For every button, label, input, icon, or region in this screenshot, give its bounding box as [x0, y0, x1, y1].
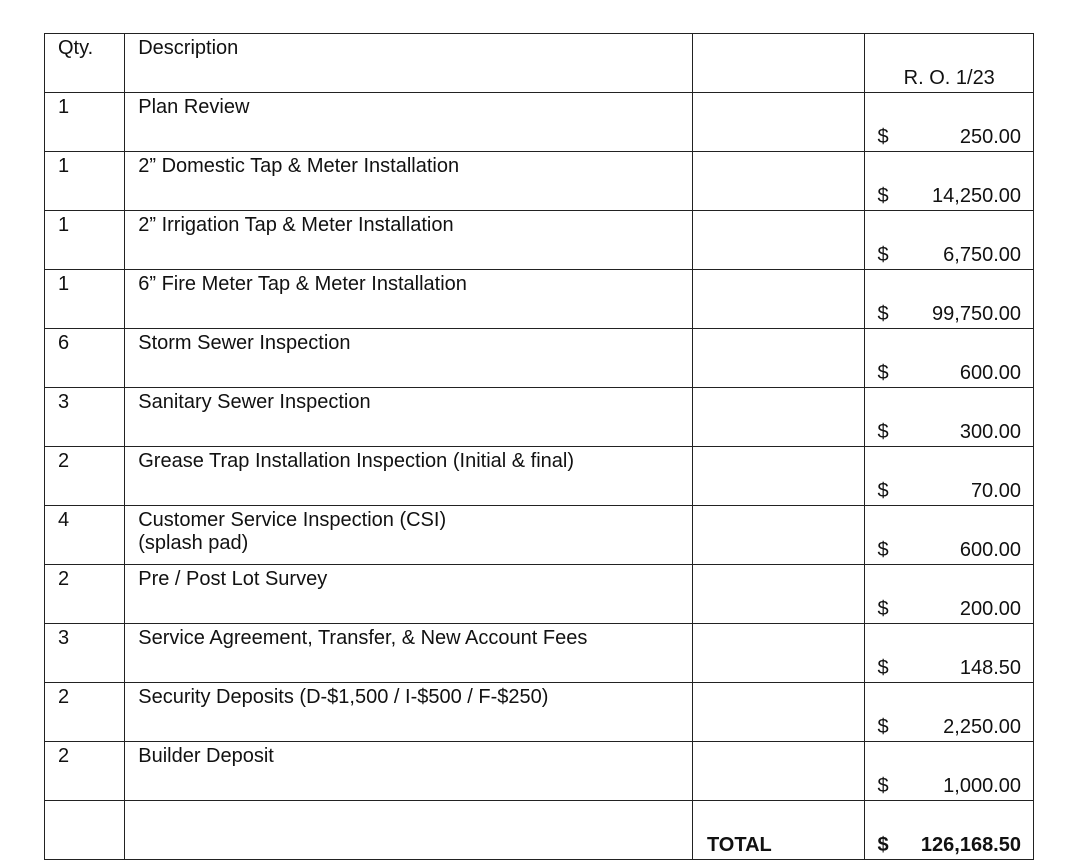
amount-cell	[865, 329, 1034, 388]
qty-header: Qty.	[45, 34, 125, 93]
amount-value: 70.00	[970, 480, 1021, 502]
dollar-sign: $	[877, 657, 889, 679]
fee-row	[45, 683, 1034, 742]
total-amount-value: 126,168.50	[920, 834, 1021, 856]
qty-cell: 3	[45, 388, 125, 447]
fee-row	[45, 742, 1034, 801]
amount-cell	[865, 388, 1034, 447]
amount-cell	[865, 683, 1034, 742]
description-line: Builder Deposit	[138, 745, 274, 767]
description-cell	[125, 152, 693, 211]
blank-cell	[692, 93, 865, 152]
description-line: (splash pad)	[138, 532, 249, 554]
amount-value: 300.00	[959, 421, 1021, 443]
fee-row	[45, 506, 1034, 565]
description-cell	[125, 742, 693, 801]
description-line: Storm Sewer Inspection	[138, 332, 351, 354]
amount-value: 148.50	[959, 657, 1021, 679]
dollar-sign: $	[877, 244, 889, 266]
fee-row	[45, 388, 1034, 447]
blank-cell	[692, 211, 865, 270]
blank-cell	[692, 683, 865, 742]
header-row	[45, 34, 1034, 93]
amount-cell	[865, 742, 1034, 801]
qty-cell: 2	[45, 447, 125, 506]
qty-cell: 2	[45, 565, 125, 624]
fee-row	[45, 152, 1034, 211]
fee-row	[45, 447, 1034, 506]
description-line: 2” Domestic Tap & Meter Installation	[138, 155, 460, 177]
description-header	[125, 34, 693, 93]
total-label: TOTAL	[706, 834, 772, 856]
qty-cell: 3	[45, 624, 125, 683]
fee-row	[45, 624, 1034, 683]
description-cell	[125, 329, 693, 388]
blank-cell	[125, 801, 693, 860]
dollar-sign: $	[877, 421, 889, 443]
total-amount-cell	[865, 801, 1034, 860]
fee-row	[45, 329, 1034, 388]
amount-cell	[865, 565, 1034, 624]
description-cell	[125, 270, 693, 329]
amount-cell	[865, 447, 1034, 506]
dollar-sign: $	[877, 716, 889, 738]
description-line: Sanitary Sewer Inspection	[138, 391, 371, 413]
amount-value: 14,250.00	[932, 185, 1021, 207]
description-cell	[125, 565, 693, 624]
description-cell	[125, 506, 693, 565]
amount-value: 600.00	[959, 539, 1021, 561]
blank-header-cell	[692, 34, 865, 93]
amount-cell	[865, 270, 1034, 329]
blank-cell	[692, 506, 865, 565]
description-line: Service Agreement, Transfer, & New Account Fees	[138, 627, 588, 649]
total-row	[45, 801, 1034, 860]
description-cell	[125, 388, 693, 447]
blank-cell	[692, 447, 865, 506]
amount-cell	[865, 506, 1034, 565]
dollar-sign: $	[877, 362, 889, 384]
fee-table	[44, 33, 1034, 860]
blank-cell	[692, 270, 865, 329]
description-line: 6” Fire Meter Tap & Meter Installation	[138, 273, 467, 295]
amount-value: 99,750.00	[932, 303, 1021, 325]
description-cell	[125, 683, 693, 742]
amount-header-text: R. O. 1/23	[903, 67, 995, 89]
dollar-sign: $	[877, 303, 889, 325]
description-cell	[125, 624, 693, 683]
description-line: 2” Irrigation Tap & Meter Installation	[138, 214, 454, 236]
description-line: Pre / Post Lot Survey	[138, 568, 328, 590]
dollar-sign: $	[877, 775, 889, 797]
qty-cell: 4	[45, 506, 125, 565]
description-line: Customer Service Inspection (CSI)	[138, 509, 447, 531]
amount-value: 200.00	[959, 598, 1021, 620]
blank-cell	[692, 565, 865, 624]
description-line: Security Deposits (D-$1,500 / I-$500 / F-$250)	[138, 686, 549, 708]
amount-cell	[865, 211, 1034, 270]
qty-cell: 1	[45, 270, 125, 329]
amount-value: 1,000.00	[943, 775, 1021, 797]
dollar-sign: $	[877, 539, 889, 561]
qty-cell: 1	[45, 152, 125, 211]
amount-cell	[865, 624, 1034, 683]
qty-cell: 1	[45, 211, 125, 270]
dollar-sign: $	[877, 598, 889, 620]
amount-header	[865, 34, 1034, 93]
blank-cell	[692, 742, 865, 801]
total-label-cell	[692, 801, 865, 860]
amount-value: 250.00	[959, 126, 1021, 148]
amount-cell	[865, 93, 1034, 152]
fee-row	[45, 93, 1034, 152]
blank-cell	[692, 152, 865, 211]
fee-row	[45, 211, 1034, 270]
description-header-text: Description	[138, 37, 239, 59]
blank-cell	[45, 801, 125, 860]
amount-value: 600.00	[959, 362, 1021, 384]
fee-row	[45, 270, 1034, 329]
fee-table-body	[45, 34, 1034, 860]
amount-value: 6,750.00	[943, 244, 1021, 266]
qty-cell: 1	[45, 93, 125, 152]
description-line: Plan Review	[138, 96, 250, 118]
description-line: Grease Trap Installation Inspection (Initial & final)	[138, 450, 575, 472]
dollar-sign: $	[877, 126, 889, 148]
amount-cell	[865, 152, 1034, 211]
blank-cell	[692, 388, 865, 447]
description-cell	[125, 211, 693, 270]
fee-row	[45, 565, 1034, 624]
description-cell	[125, 93, 693, 152]
description-cell	[125, 447, 693, 506]
qty-cell: 2	[45, 742, 125, 801]
qty-cell: 2	[45, 683, 125, 742]
dollar-sign: $	[877, 480, 889, 502]
blank-cell	[692, 329, 865, 388]
dollar-sign: $	[877, 834, 889, 856]
amount-value: 2,250.00	[943, 716, 1021, 738]
dollar-sign: $	[877, 185, 889, 207]
qty-cell: 6	[45, 329, 125, 388]
blank-cell	[692, 624, 865, 683]
